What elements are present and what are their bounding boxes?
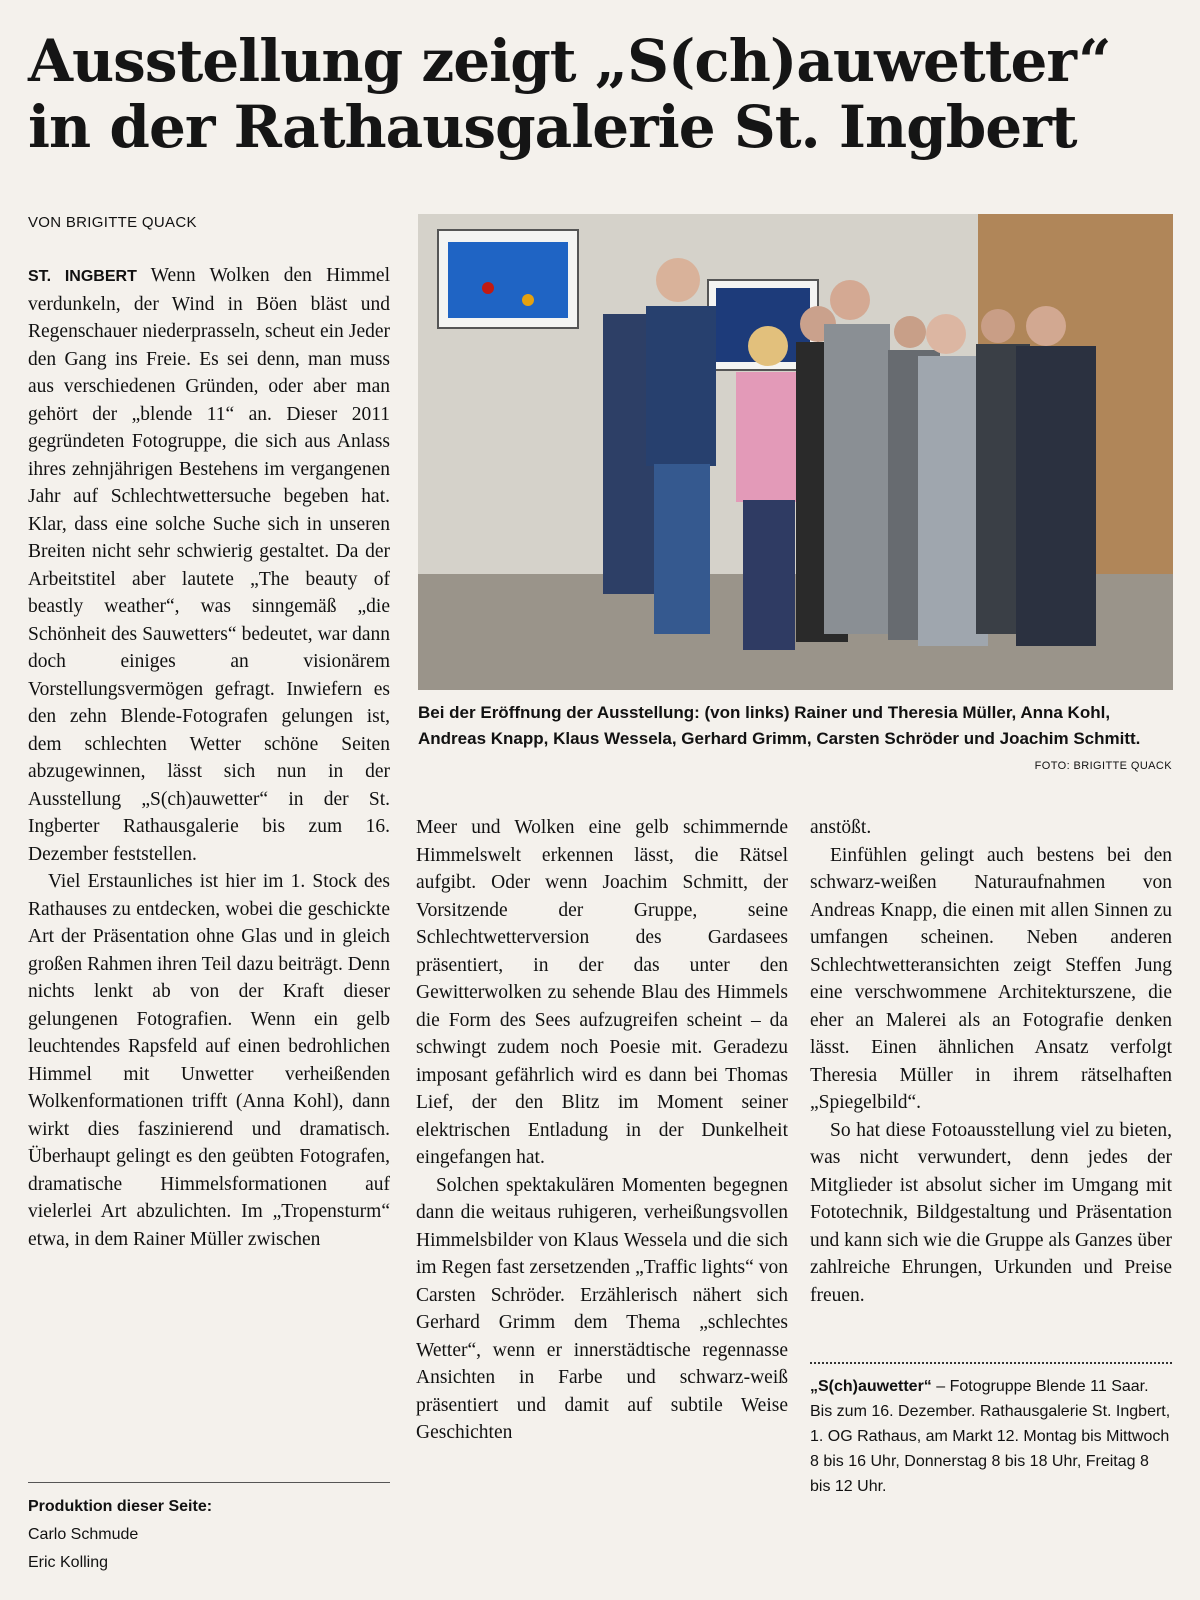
- paragraph: Meer und Wolken eine gelb schimmernde Himmelswelt erkennen lässt, die Rätsel aufgibt. Oder wenn Joachim Schmitt, der Vorsitzende der Gruppe, seine Schlechtwetterversion des Gardasees präsentiert, in der das unter den Gewitterwolken zu sehende Blau des Himmels die Form des Sees aufzugreifen scheint – da schwingt zudem noch Poesie mit. Geradezu imposant gefährlich wird es dann bei Thomas Lief, der den Blitz im Moment seiner elektrischen Entladung in der Dunkelheit eingefangen hat.: [416, 817, 788, 1168]
- info-text: – Fotogruppe Blende 11 Saar. Bis zum 16. Dezember. Rathausgalerie St. Ingbert, 1. OG Rathaus, am Markt 12. Montag bis Mittwoch 8 bis 16 Uhr, Donnerstag 8 bis 18 Uhr, Freitag 8 bis 12 Uhr.: [810, 1378, 1171, 1495]
- byline: VON BRIGITTE QUACK: [28, 214, 197, 231]
- article-headline: [28, 28, 1178, 160]
- event-photo: [418, 214, 1173, 690]
- production-name: Carlo Schmude: [28, 1526, 139, 1543]
- paragraph: Viel Erstaunliches ist hier im 1. Stock des Rathauses zu entdecken, wobei die geschickte Art der Präsentation ohne Glas und in gleich großen Rahmen ihren Teil dazu beiträgt. Denn nichts lenkt ab von der Kraft dieser gelungenen Fotografien. Wenn ein gelb leuchtendes Rapsfeld auf einen bedrohlichen Himmel mit Unwetter verheißenden Wolkenformationen trifft (Anna Kohl), dann wirkt dies faszinierend und dramatisch. Überhaupt gelingt es den geübten Fotografen, dramatische Himmelsformationen auf vielerlei Art abzulichten. Im „Tropensturm“ etwa, in dem Rainer Müller zwischen: [28, 871, 390, 1250]
- paragraph: So hat diese Fotoausstellung viel zu bieten, was nicht verwundert, denn jedes der Mitglieder ist absolut sicher im Umgang mit Fototechnik, Bildgestaltung und Präsentation und kann sich wie die Gruppe als Ganzes über zahlreiche Ehrungen, Urkunden und Preise freuen.: [810, 1119, 1172, 1306]
- paragraph: Einfühlen gelingt auch bestens bei den schwarz-weißen Naturaufnahmen von Andreas Knapp, die einen mit allen Sinnen zu umfangen scheinen. Neben anderen Schlechtwetteransichten zeigt Steffen Jung eine verschwommene Architekturszene, die eher an Malerei als an Fotografie denken lässt. Einen ähnlichen Ansatz verfolgt Theresia Müller in ihrem rätselhaften „Spiegelbild“.: [810, 844, 1172, 1113]
- headline-line-1: Ausstellung zeigt „S(ch)auwetter“: [28, 27, 1111, 95]
- group-photo-illustration: [418, 214, 1173, 690]
- photo-caption: Bei der Eröffnung der Ausstellung: (von links) Rainer und Theresia Müller, Anna Kohl, Andreas Knapp, Klaus Wessela, Gerhard Grimm, Carsten Schröder und Joachim Schmitt.: [418, 703, 1141, 748]
- dateline: ST. INGBERT: [28, 268, 137, 285]
- photo-credit: FOTO: BRIGITTE QUACK: [1034, 760, 1172, 772]
- article-column-2: [416, 814, 788, 1447]
- article-column-1: [28, 262, 390, 1253]
- headline-line-2: in der Rathausgalerie St. Ingbert: [28, 93, 1077, 161]
- info-title: „S(ch)auwetter“: [810, 1378, 932, 1395]
- paragraph: [28, 262, 390, 868]
- paragraph-text: Wenn Wolken den Himmel verdunkeln, der Wind in Böen bläst und Regenschauer niederprasseln, scheut ein Jeder den Gang ins Freie. Es sei denn, man muss aus verschiedenen Gründen, oder aber man gehört der „blende 11“ an. Dieser 2011 gegründeten Fotogruppe, die sich aus Anlass ihres zehnjährigen Bestehens im vergangenen Jahr auf Schlechtwettersuche begeben hat. Klar, dass eine solche Suche sich in unseren Breiten nicht sehr schwierig gestaltet. Da der Arbeitstitel aber lautete „The beauty of beastly weather“, was sinngemäß „die Schönheit des Sauwetters“ bedeutet, war dann doch einiges an visionärem Vorstellungsvermögen gefragt. Inwiefern es den zehn Blende-Fotografen gelungen ist, dem schlechten Wetter schöne Seiten abzugewinnen, lässt sich nun in der Ausstellung „S(ch)auwetter“ in der St. Ingberter Rathausgalerie bis zum 16. Dezember feststellen.: [28, 265, 390, 865]
- production-credits: [28, 1482, 390, 1577]
- production-name: Eric Kolling: [28, 1554, 109, 1571]
- exhibition-info-box: [810, 1362, 1172, 1499]
- paragraph: anstößt.: [810, 817, 872, 838]
- paragraph: Solchen spektakulären Momenten begegnen dann die weitaus ruhigeren, verheißungsvollen Himmelsbilder von Klaus Wessela und die sich im Regen fast zersetzenden „Traffic lights“ von Carsten Schröder. Erzählerisch nähert sich Gerhard Grimm dem Thema „schlechtes Wetter“, wenn er innerstädtische regennasse Ansichten in Farbe und schwarz-weiß präsentiert und damit auf subtile Weise Geschichten: [416, 1174, 788, 1443]
- production-heading: Produktion dieser Seite:: [28, 1498, 213, 1515]
- article-column-3: [810, 814, 1172, 1309]
